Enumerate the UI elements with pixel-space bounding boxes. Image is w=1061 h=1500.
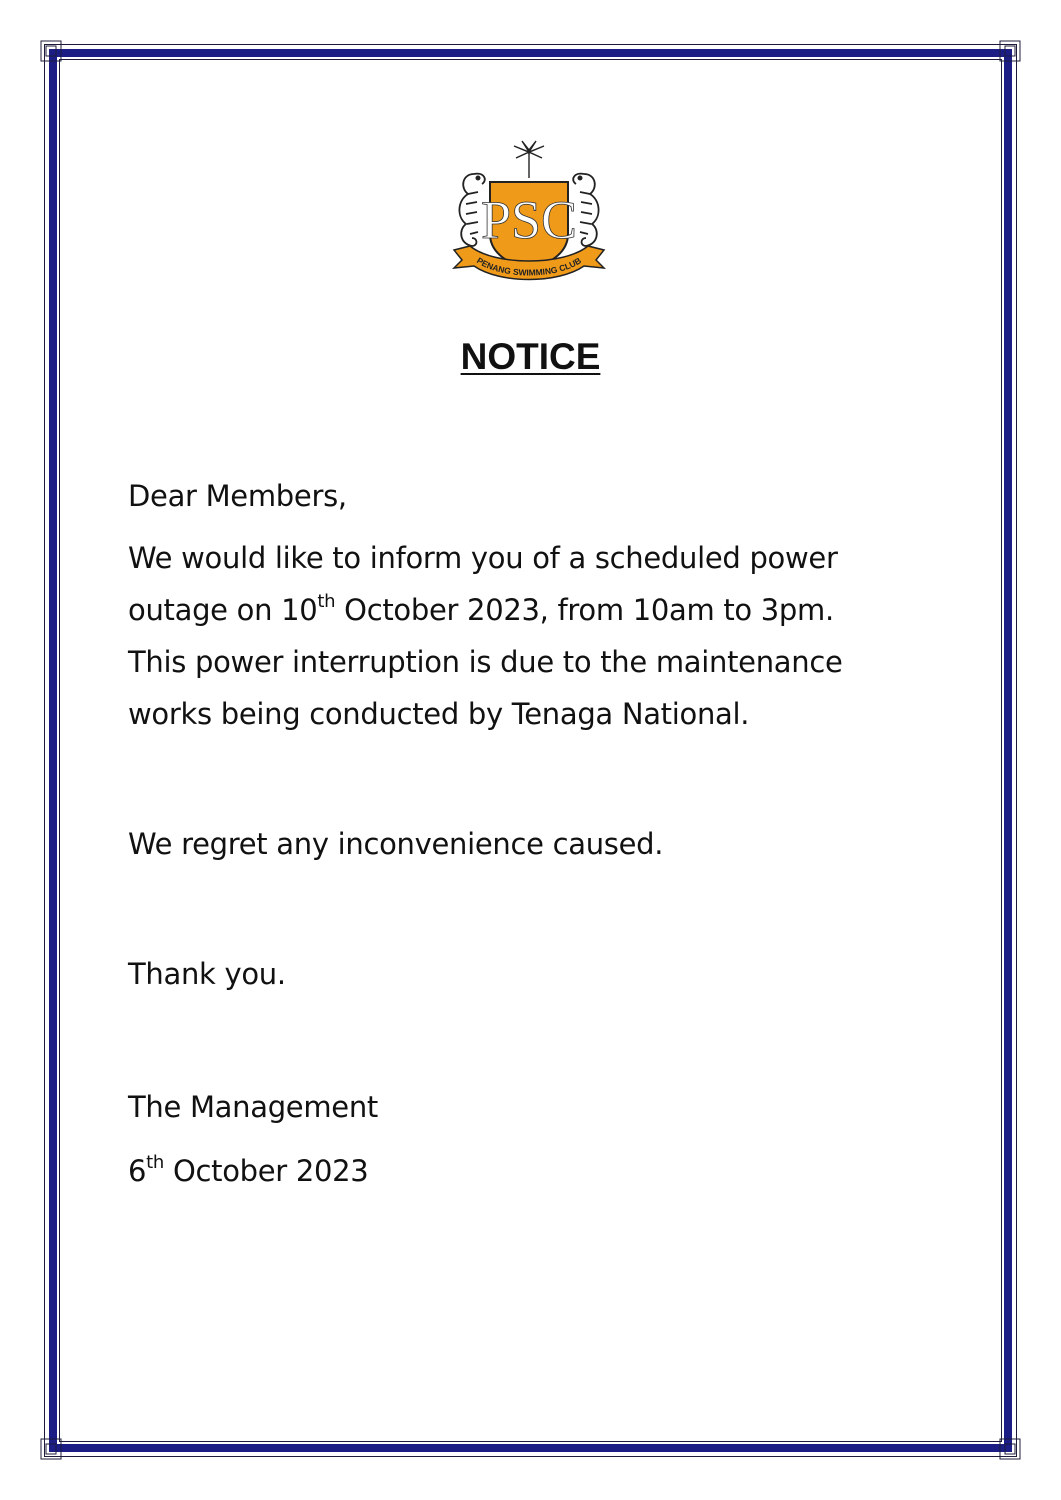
crest-monogram: PSC — [480, 190, 578, 250]
paragraph-line: outage on 10th October 2023, from 10am to 3pm. — [128, 591, 834, 627]
salutation: Dear Members, — [128, 479, 347, 513]
border-corner-ornament — [999, 40, 1021, 62]
regret-line: We regret any inconvenience caused. — [128, 827, 664, 861]
signoff: The Management — [128, 1090, 378, 1124]
crest-ribbon-text: PENANG SWIMMING CLUB — [475, 255, 583, 278]
paragraph-line: This power interruption is due to the maintenance — [128, 645, 843, 679]
notice-paragraph — [128, 532, 938, 740]
border-corner-ornament — [40, 40, 62, 62]
thanks-line: Thank you. — [128, 957, 286, 991]
notice-date: 6th October 2023 — [128, 1152, 369, 1188]
border-corner-ornament — [40, 1438, 62, 1460]
palm-tree-icon — [514, 141, 544, 178]
paragraph-line: works being conducted by Tenaga National. — [128, 697, 750, 731]
notice-title: NOTICE — [460, 336, 601, 377]
club-logo — [444, 138, 614, 288]
paragraph-line: We would like to inform you of a scheduled power — [128, 541, 838, 575]
border-corner-ornament — [999, 1438, 1021, 1460]
